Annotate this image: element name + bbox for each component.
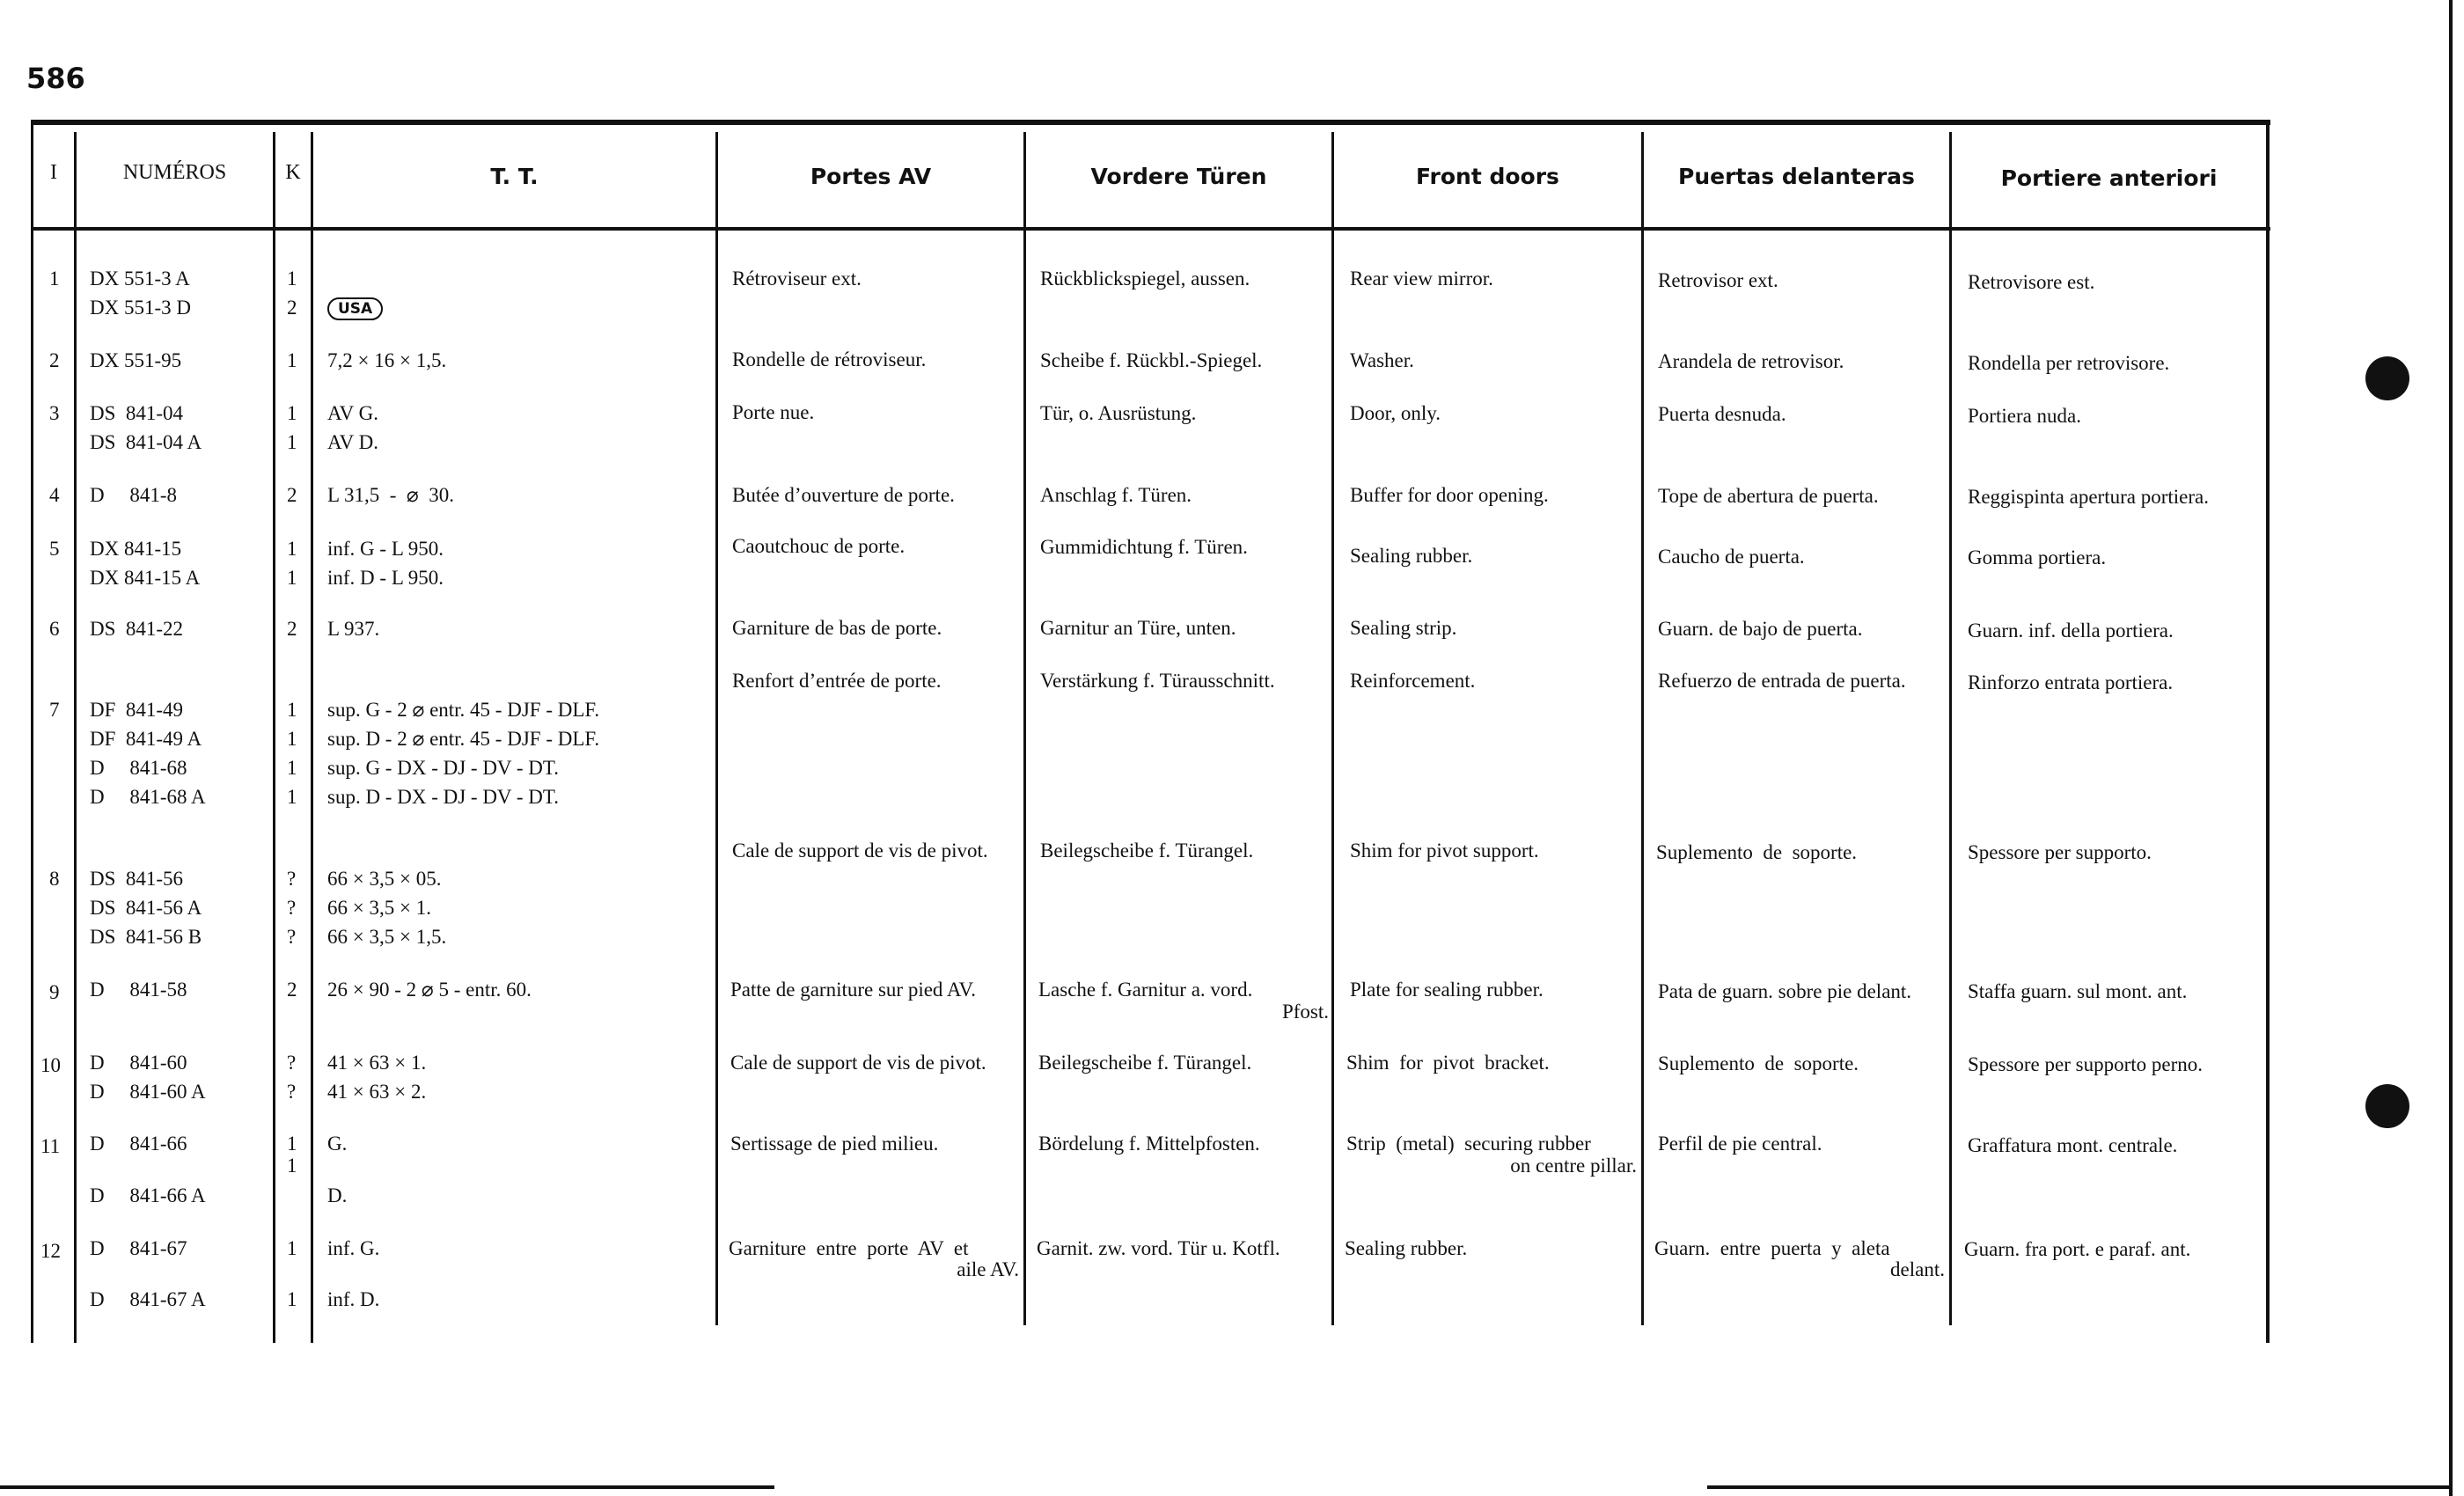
part-number: DS 841-56 B (90, 926, 202, 948)
tt-spec: 7,2 × 16 × 1,5. (327, 349, 447, 371)
quantity: 1 (287, 699, 297, 721)
quantity: ? (287, 897, 297, 919)
desc-de: Gummidichtung f. Türen. (1040, 536, 1248, 558)
desc-fr: Rondelle de rétroviseur. (732, 348, 927, 370)
tt-spec: sup. G - 2 ⌀ entr. 45 - DJF - DLF. (327, 699, 600, 721)
col-sep-2 (273, 132, 275, 1343)
quantity: 2 (287, 484, 297, 506)
desc-it: Retrovisore est. (1968, 271, 2095, 293)
row-index: 11 (40, 1135, 61, 1157)
desc-es: Tope de abertura de puerta. (1658, 485, 1879, 507)
part-number: DS 841-04 (90, 402, 184, 424)
part-number: DX 551-3 A (90, 268, 190, 290)
part-number: DF 841-49 A (90, 728, 202, 750)
row-index: 5 (49, 538, 60, 560)
tt-spec: G. (327, 1133, 348, 1155)
desc-fr-cont: aile AV. (957, 1258, 1019, 1280)
desc-es: Refuerzo de entrada de puerta. (1658, 670, 1906, 692)
quantity: 1 (287, 268, 297, 290)
tt-spec: inf. D. (327, 1288, 380, 1310)
row-index: 9 (49, 981, 60, 1003)
desc-en: Shim for pivot support. (1350, 840, 1539, 862)
row-index: 3 (49, 402, 60, 424)
quantity: 1 (287, 1133, 297, 1155)
desc-it: Rinforzo entrata portiera. (1968, 671, 2174, 693)
quantity: 1 (287, 567, 297, 589)
quantity: 1 (287, 728, 297, 750)
tt-spec: sup. D - DX - DJ - DV - DT. (327, 786, 559, 808)
desc-de: Beilegscheibe f. Türangel. (1040, 840, 1254, 862)
row-index: 1 (49, 268, 60, 290)
desc-fr: Garniture entre porte AV et (729, 1237, 969, 1259)
part-number: DS 841-56 (90, 868, 184, 890)
desc-de: Garnit. zw. vord. Tür u. Kotfl. (1037, 1237, 1280, 1259)
quantity: 2 (287, 618, 297, 640)
part-number: DX 841-15 A (90, 567, 201, 589)
desc-fr: Porte nue. (732, 401, 815, 423)
quantity: 1 (287, 1237, 297, 1259)
col-sep-8 (1949, 132, 1952, 1325)
part-number: D 841-68 A (90, 786, 206, 808)
quantity: ? (287, 926, 297, 948)
tt-spec: AV G. (327, 402, 378, 424)
desc-en: Buffer for door opening. (1350, 484, 1549, 506)
table-top-border (31, 120, 2270, 125)
page-number: 586 (26, 62, 85, 95)
desc-fr: Butée d’ouverture de porte. (732, 484, 955, 506)
col-sep-6 (1331, 132, 1334, 1325)
usa-stamp-icon: USA (327, 297, 383, 320)
row-index: 12 (40, 1240, 61, 1262)
tt-spec: D. (327, 1184, 348, 1206)
part-number: DF 841-49 (90, 699, 184, 721)
header-tt: T. T. (490, 164, 539, 189)
desc-de-cont: Pfost. (1281, 1001, 1329, 1023)
desc-es: Pata de guarn. sobre pie delant. (1658, 980, 1912, 1002)
header-german: Vordere Türen (1090, 164, 1267, 189)
header-english: Front doors (1416, 164, 1559, 189)
desc-es: Guarn. de bajo de puerta. (1658, 618, 1863, 640)
desc-fr: Patte de garniture sur pied AV. (730, 979, 976, 1001)
quantity: 2 (287, 979, 297, 1001)
desc-it: Guarn. inf. della portiera. (1968, 620, 2174, 642)
desc-es: Suplemento de soporte. (1658, 1052, 1859, 1074)
desc-en-cont: on centre pillar. (1510, 1155, 1637, 1177)
desc-en: Sealing rubber. (1350, 545, 1473, 567)
desc-de: Rückblickspiegel, aussen. (1040, 268, 1250, 290)
desc-en: Strip (metal) securing rubber (1346, 1133, 1591, 1155)
header-italian: Portiere anteriori (2000, 165, 2218, 191)
quantity: ? (287, 868, 297, 890)
col-sep-5 (1023, 132, 1026, 1325)
desc-fr: Caoutchouc de porte. (732, 535, 906, 557)
desc-de: Beilegscheibe f. Türangel. (1038, 1052, 1252, 1074)
bottom-rule-left (0, 1485, 774, 1489)
margin-rule-right (2449, 0, 2453, 1496)
tt-spec: 66 × 3,5 × 1. (327, 897, 431, 919)
part-number: D 841-67 (90, 1237, 187, 1259)
quantity: 1 (287, 431, 297, 453)
part-number: DS 841-04 A (90, 431, 202, 453)
tt-spec: inf. G. (327, 1237, 380, 1259)
desc-en: Plate for sealing rubber. (1350, 979, 1544, 1001)
tt-spec: inf. G - L 950. (327, 538, 444, 560)
tt-spec: inf. D - L 950. (327, 567, 444, 589)
desc-de: Lasche f. Garnitur a. vord. (1038, 979, 1253, 1001)
part-number: D 841-58 (90, 979, 187, 1001)
part-number: D 841-60 (90, 1052, 187, 1074)
header-french: Portes AV (810, 164, 932, 189)
desc-es-cont: delant. (1890, 1258, 1945, 1280)
desc-es: Puerta desnuda. (1658, 403, 1786, 425)
tt-spec: sup. D - 2 ⌀ entr. 45 - DJF - DLF. (327, 728, 600, 750)
quantity: 1 (287, 349, 297, 371)
desc-es: Arandela de retrovisor. (1658, 350, 1844, 372)
header-k: K (285, 161, 301, 184)
col-sep-1 (74, 132, 77, 1343)
header-numeros: NUMÉROS (122, 161, 227, 184)
quantity: 1 (287, 786, 297, 808)
part-number: DX 841-15 (90, 538, 182, 560)
desc-es: Retrovisor ext. (1658, 269, 1778, 291)
desc-it: Spessore per supporto perno. (1968, 1053, 2204, 1075)
desc-it: Reggispinta apertura portiera. (1968, 486, 2209, 508)
desc-en: Shim for pivot bracket. (1346, 1052, 1550, 1074)
desc-it: Staffa guarn. sul mont. ant. (1968, 980, 2188, 1002)
row-index: 8 (49, 868, 60, 890)
part-number: DS 841-56 A (90, 897, 202, 919)
desc-es: Guarn. entre puerta y aleta (1654, 1237, 1890, 1259)
header-spanish: Puertas delanteras (1678, 164, 1915, 189)
tt-spec: 26 × 90 - 2 ⌀ 5 - entr. 60. (327, 979, 532, 1001)
desc-en: Rear view mirror. (1350, 268, 1493, 290)
desc-de: Garnitur an Türe, unten. (1040, 617, 1236, 639)
desc-de: Tür, o. Ausrüstung. (1040, 402, 1197, 424)
desc-en: Washer. (1350, 349, 1414, 371)
tt-spec: 66 × 3,5 × 05. (327, 868, 442, 890)
part-number: DX 551-95 (90, 349, 182, 371)
desc-fr: Renfort d’entrée de porte. (732, 670, 942, 692)
col-sep-7 (1641, 132, 1644, 1325)
punch-hole-bottom (2365, 1084, 2409, 1128)
quantity: 1 (287, 1288, 297, 1310)
tt-spec: L 31,5 - ⌀ 30. (327, 484, 454, 506)
part-number: D 841-60 A (90, 1081, 206, 1103)
tt-spec: L 937. (327, 618, 380, 640)
quantity: ? (287, 1081, 297, 1103)
desc-it: Graffatura mont. centrale. (1968, 1134, 2178, 1156)
tt-spec: sup. G - DX - DJ - DV - DT. (327, 757, 559, 779)
tt-spec: 66 × 3,5 × 1,5. (327, 926, 447, 948)
quantity: ? (287, 1052, 297, 1074)
desc-de: Verstärkung f. Türausschnitt. (1040, 670, 1275, 692)
desc-fr: Rétroviseur ext. (732, 268, 862, 290)
desc-it: Guarn. fra port. e paraf. ant. (1964, 1238, 2191, 1260)
header-bottom-border (31, 227, 2270, 231)
part-number: DS 841-22 (90, 618, 184, 640)
desc-it: Gomma portiera. (1968, 546, 2107, 568)
part-number: DX 551-3 D (90, 297, 191, 319)
tt-spec: 41 × 63 × 1. (327, 1052, 427, 1074)
part-number: D 841-68 (90, 757, 187, 779)
desc-it: Portiera nuda. (1968, 405, 2082, 427)
desc-fr: Sertissage de pied milieu. (730, 1133, 939, 1155)
desc-fr: Garniture de bas de porte. (732, 617, 942, 639)
desc-de: Anschlag f. Türen. (1040, 484, 1192, 506)
bottom-rule-right (1707, 1485, 2449, 1489)
row-index: 6 (49, 618, 60, 640)
desc-de: Scheibe f. Rückbl.-Spiegel. (1040, 349, 1263, 371)
desc-en: Sealing strip. (1350, 617, 1457, 639)
row-index: 4 (49, 484, 60, 506)
part-number: D 841-8 (90, 484, 178, 506)
part-number: D 841-66 A (90, 1184, 206, 1206)
desc-es: Perfil de pie central. (1658, 1133, 1822, 1155)
tt-spec: AV D. (327, 431, 378, 453)
desc-en: Door, only. (1350, 402, 1441, 424)
desc-it: Spessore per supporto. (1968, 841, 2152, 863)
part-number: D 841-67 A (90, 1288, 206, 1310)
punch-hole-top (2365, 356, 2409, 400)
header-index: I (50, 161, 57, 184)
desc-de: Bördelung f. Mittelpfosten. (1038, 1133, 1260, 1155)
desc-es: Caucho de puerta. (1658, 546, 1805, 568)
desc-en: Reinforcement. (1350, 670, 1476, 692)
quantity: 1 (287, 757, 297, 779)
desc-it: Rondella per retrovisore. (1968, 352, 2170, 374)
table-left-border (31, 120, 33, 1343)
quantity: 1 (287, 1155, 297, 1177)
desc-fr: Cale de support de vis de pivot. (730, 1052, 986, 1074)
table-right-border (2266, 120, 2270, 1343)
tt-spec: 41 × 63 × 2. (327, 1081, 427, 1103)
row-index: 10 (40, 1054, 61, 1076)
quantity: 2 (287, 297, 297, 319)
col-sep-4 (715, 132, 718, 1325)
quantity: 1 (287, 538, 297, 560)
col-sep-3 (311, 132, 313, 1343)
row-index: 7 (49, 699, 60, 721)
desc-fr: Cale de support de vis de pivot. (732, 840, 988, 862)
part-number: D 841-66 (90, 1133, 187, 1155)
quantity: 1 (287, 402, 297, 424)
desc-es: Suplemento de soporte. (1656, 841, 1858, 863)
desc-en: Sealing rubber. (1345, 1237, 1468, 1259)
row-index: 2 (49, 349, 60, 371)
